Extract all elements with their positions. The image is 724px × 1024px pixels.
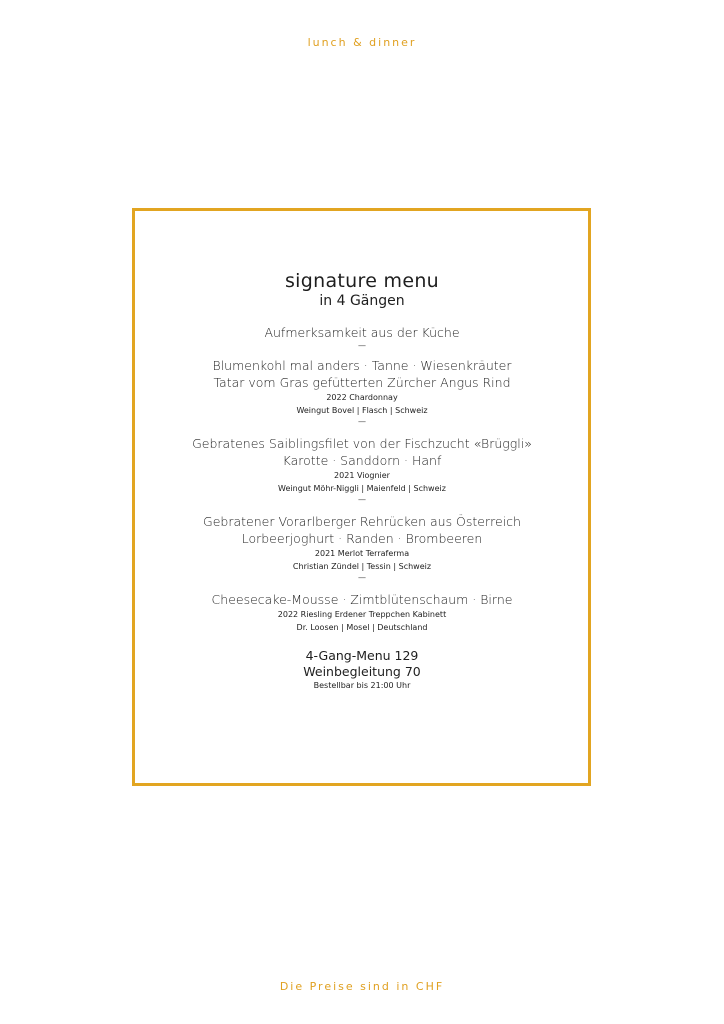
wine-producer: Christian Zündel | Tessin | Schweiz (292, 562, 432, 571)
menu-price: 4-Gang-Menu 129 (305, 648, 419, 663)
course-4 (0, 591, 724, 634)
wine-producer: Dr. Loosen | Mosel | Deutschland (296, 623, 428, 632)
wine-name: 2021 Viognier (334, 471, 390, 480)
pricing (0, 648, 724, 692)
amuse-bouche: Aufmerksamkeit aus der Küche (264, 325, 460, 340)
divider: — (358, 417, 366, 426)
footer-note: Die Preise sind in CHF (279, 980, 445, 993)
wine-pairing-price: Weinbegleitung 70 (303, 664, 421, 679)
menu-title: signature menu (284, 270, 440, 292)
divider: — (358, 495, 366, 504)
wine-producer: Weingut Bovel | Flasch | Schweiz (296, 406, 428, 415)
wine-name: 2021 Merlot Terraferma (314, 549, 410, 558)
course-line: Gebratener Vorarlberger Rehrücken aus Österreich (203, 514, 521, 529)
course-line: Lorbeerjoghurt · Randen · Brombeeren (241, 531, 483, 546)
wine-name: 2022 Riesling Erdener Treppchen Kabinett (277, 610, 447, 619)
course-line: Blumenkohl mal anders · Tanne · Wiesenkräuter (212, 358, 512, 373)
order-note: Bestellbar bis 21:00 Uhr (313, 681, 411, 690)
divider: — (358, 573, 366, 582)
course-line: Tatar vom Gras gefütterten Zürcher Angus Rind (213, 375, 511, 390)
menu-subtitle: in 4 Gängen (319, 293, 405, 309)
course-line: Gebratenes Saiblingsfilet von der Fischzucht «Brüggli» (192, 436, 532, 451)
wine-name: 2022 Chardonnay (326, 393, 398, 402)
course-1 (0, 357, 724, 417)
course-line: Karotte · Sanddorn · Hanf (282, 453, 442, 468)
course-line: Cheesecake-Mousse · Zimtblütenschaum · Birne (211, 592, 513, 607)
course-3 (0, 513, 724, 573)
divider: — (358, 341, 366, 350)
header-tag: lunch & dinner (307, 36, 417, 49)
menu-content (0, 270, 724, 692)
course-2 (0, 435, 724, 495)
wine-producer: Weingut Möhr-Niggli | Maienfeld | Schweiz (278, 484, 446, 493)
